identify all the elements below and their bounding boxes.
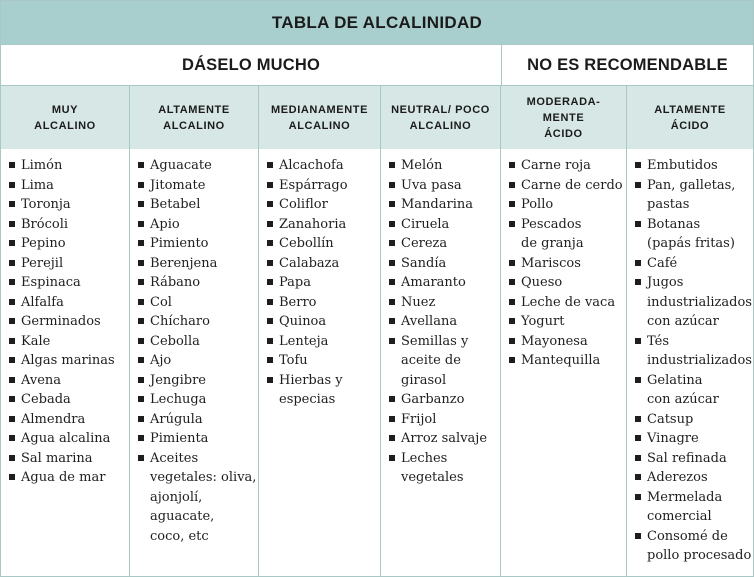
list-item: Pescados de granja	[509, 215, 626, 254]
list-item: Arroz salvaje	[389, 429, 500, 449]
column-body-row	[1, 149, 753, 576]
list-item: Frijol	[389, 410, 500, 430]
list-item: Cebollín	[267, 234, 380, 254]
list-item: Jitomate	[138, 176, 258, 196]
list-item: Catsup	[635, 410, 753, 430]
column-header-highly-alkaline: ALTAMENTE ALCALINO	[130, 86, 259, 149]
group-header-recommended: DÁSELO MUCHO	[1, 45, 502, 85]
list-item: Melón	[389, 156, 500, 176]
list-item: Pimiento	[138, 234, 258, 254]
list-item: Leches vegetales	[389, 449, 500, 488]
list-item: Aguacate	[138, 156, 258, 176]
list-item: Berro	[267, 293, 380, 313]
list-item: Espinaca	[9, 273, 129, 293]
list-item: Mayonesa	[509, 332, 626, 352]
column-medium-alkaline	[259, 149, 381, 576]
list-item: Garbanzo	[389, 390, 500, 410]
column-header-moderately-acid: MODERADA- MENTE ÁCIDO	[501, 86, 627, 149]
column-moderately-acid	[501, 149, 627, 576]
column-header-row	[1, 85, 753, 149]
list-item: Agua de mar	[9, 468, 129, 488]
list-item: Zanahoria	[267, 215, 380, 235]
list-item: Almendra	[9, 410, 129, 430]
list-item: Yogurt	[509, 312, 626, 332]
list-item: Agua alcalina	[9, 429, 129, 449]
list-item: Berenjena	[138, 254, 258, 274]
list-item: Apio	[138, 215, 258, 235]
list-item: Nuez	[389, 293, 500, 313]
list-item: Carne roja	[509, 156, 626, 176]
list-item: Aceites vegetales: oliva, ajonjolí, aguacate, coco, etc	[138, 449, 258, 547]
list-item: Alfalfa	[9, 293, 129, 313]
list-item: Mariscos	[509, 254, 626, 274]
list-item: Leche de vaca	[509, 293, 626, 313]
list-item: Col	[138, 293, 258, 313]
list-item: Pan, galletas, pastas	[635, 176, 753, 215]
column-header-very-alkaline: MUY ALCALINO	[1, 86, 130, 149]
list-item: Alcachofa	[267, 156, 380, 176]
list-item: Algas marinas	[9, 351, 129, 371]
list-item: Sandía	[389, 254, 500, 274]
list-item: Cebolla	[138, 332, 258, 352]
list-item: Pepino	[9, 234, 129, 254]
list-item: Calabaza	[267, 254, 380, 274]
list-item: Toronja	[9, 195, 129, 215]
list-item: Ajo	[138, 351, 258, 371]
list-item: Sal marina	[9, 449, 129, 469]
list-item: Ciruela	[389, 215, 500, 235]
list-item: Pollo	[509, 195, 626, 215]
list-item: Queso	[509, 273, 626, 293]
list-item: Consomé de pollo procesado	[635, 527, 753, 566]
list-item: Avena	[9, 371, 129, 391]
list-item: Aderezos	[635, 468, 753, 488]
list-item: Uva pasa	[389, 176, 500, 196]
list-item: Mantequilla	[509, 351, 626, 371]
list-item: Perejil	[9, 254, 129, 274]
list-item: Lima	[9, 176, 129, 196]
list-item: Mandarina	[389, 195, 500, 215]
table-title: TABLA DE ALCALINIDAD	[1, 1, 753, 44]
list-item: Germinados	[9, 312, 129, 332]
list-item: Tés industrializados	[635, 332, 753, 371]
list-item: Brócoli	[9, 215, 129, 235]
column-header-neutral: NEUTRAL/ POCO ALCALINO	[381, 86, 501, 149]
column-neutral	[381, 149, 501, 576]
list-item: Amaranto	[389, 273, 500, 293]
list-item: Cebada	[9, 390, 129, 410]
list-item: Betabel	[138, 195, 258, 215]
column-highly-alkaline	[130, 149, 259, 576]
column-very-alkaline	[1, 149, 130, 576]
column-header-medium-alkaline: MEDIANAMENTE ALCALINO	[259, 86, 381, 149]
list-item: Arúgula	[138, 410, 258, 430]
list-item: Cereza	[389, 234, 500, 254]
list-item: Embutidos	[635, 156, 753, 176]
list-item: Vinagre	[635, 429, 753, 449]
list-item: Gelatina con azúcar	[635, 371, 753, 410]
list-item: Carne de cerdo	[509, 176, 626, 196]
group-header-not-recommended: NO ES RECOMENDABLE	[527, 55, 728, 74]
list-item: Café	[635, 254, 753, 274]
list-item: Papa	[267, 273, 380, 293]
list-item: Jengibre	[138, 371, 258, 391]
list-item: Hierbas y especias	[267, 371, 380, 410]
list-item: Pimienta	[138, 429, 258, 449]
list-item: Sal refinada	[635, 449, 753, 469]
column-header-highly-acid: ALTAMENTE ÁCIDO	[654, 103, 726, 132]
list-item: Espárrago	[267, 176, 380, 196]
list-item: Limón	[9, 156, 129, 176]
list-item: Jugos industrializados con azúcar	[635, 273, 753, 332]
list-item: Lenteja	[267, 332, 380, 352]
list-item: Tofu	[267, 351, 380, 371]
column-highly-acid	[627, 149, 753, 576]
list-item: Avellana	[389, 312, 500, 332]
list-item: Semillas y aceite de girasol	[389, 332, 500, 391]
list-item: Botanas (papás fritas)	[635, 215, 753, 254]
list-item: Rábano	[138, 273, 258, 293]
list-item: Chícharo	[138, 312, 258, 332]
list-item: Coliflor	[267, 195, 380, 215]
list-item: Lechuga	[138, 390, 258, 410]
group-header-row	[1, 44, 753, 85]
list-item: Mermelada comercial	[635, 488, 753, 527]
list-item: Kale	[9, 332, 129, 352]
list-item: Quinoa	[267, 312, 380, 332]
